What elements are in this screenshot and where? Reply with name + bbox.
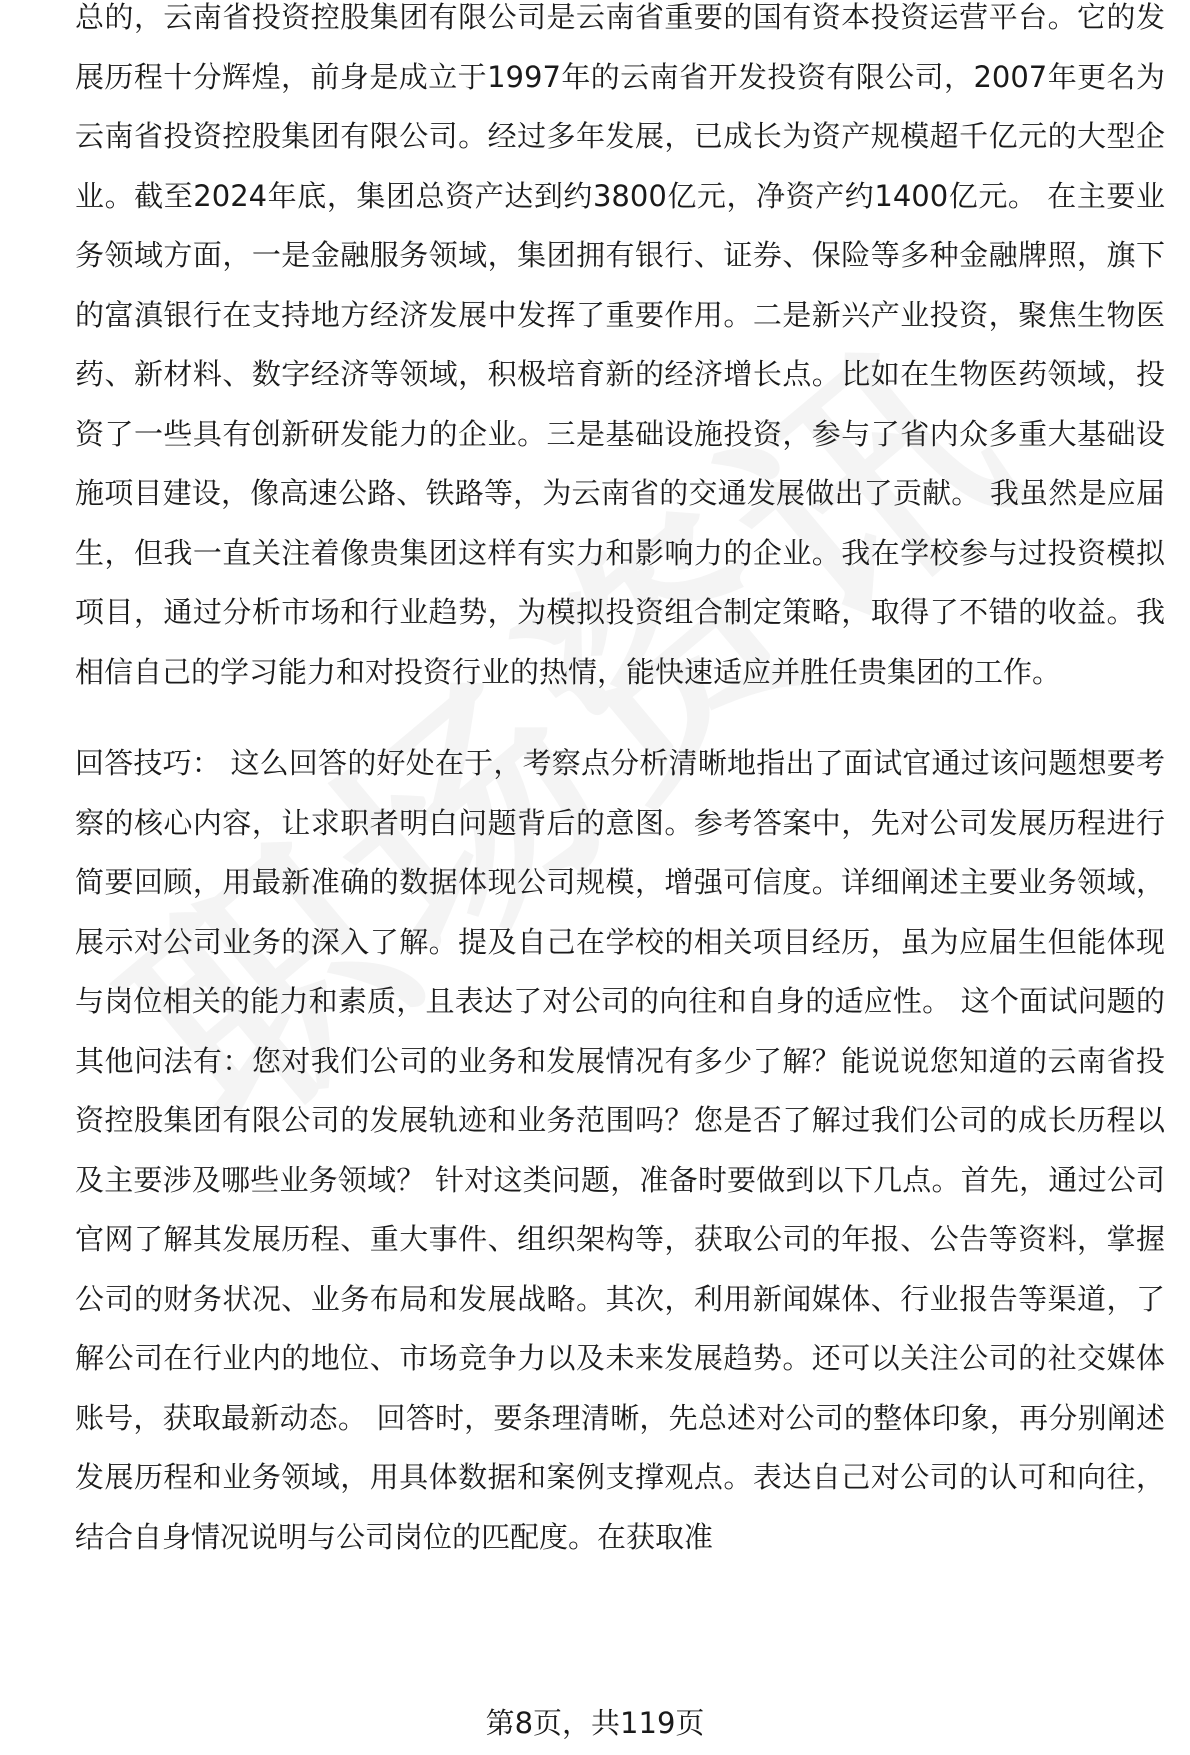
- page-number-footer: 第8页，共119页: [485, 1706, 705, 1740]
- answer-paragraph: 总的，云南省投资控股集团有限公司是云南省重要的国有资本投资运营平台。它的发展历程十分辉煌，前身是成立于1997年的云南省开发投资有限公司，2007年更名为云南省投资控股集团有限公司。经过多年发展，已成长为资产规模超千亿元的大型企业。截至2024年底，集团总资产达到约3800亿元，净资产约1400亿元。 在主要业务领域方面，一是金融服务领域，集团拥有银行、证券、保险等多种金融牌照，旗下的富滇银行在支持地方经济发展中发挥了重要作用。二是新兴产业投资，聚焦生物医药、新材料、数字经济等领域，积极培育新的经济增长点。比如在生物医药领域，投资了一些具有创新研发能力的企业。三是基础设施投资，参与了省内众多重大基础设施项目建设，像高速公路、铁路等，为云南省的交通发展做出了贡献。 我虽然是应届生，但我一直关注着像贵集团这样有实力和影响力的企业。我在学校参与过投资模拟项目，通过分析市场和行业趋势，为模拟投资组合制定策略，取得了不错的收益。我相信自己的学习能力和对投资行业的热情，能快速适应并胜任贵集团的工作。: [75, 0, 1165, 689]
- page-body: [75, 0, 1165, 1567]
- tips-paragraph: 回答技巧： 这么回答的好处在于，考察点分析清晰地指出了面试官通过该问题想要考察的核心内容，让求职者明白问题背后的意图。参考答案中，先对公司发展历程进行简要回顾，用最新准确的数据体现公司规模，增强可信度。详细阐述主要业务领域，展示对公司业务的深入了解。提及自己在学校的相关项目经历，虽为应届生但能体现与岗位相关的能力和素质，且表达了对公司的向往和自身的适应性。 这个面试问题的其他问法有：您对我们公司的业务和发展情况有多少了解？能说说您知道的云南省投资控股集团有限公司的发展轨迹和业务范围吗？您是否了解过我们公司的成长历程以及主要涉及哪些业务领域？ 针对这类问题，准备时要做到以下几点。首先，通过公司官网了解其发展历程、重大事件、组织架构等，获取公司的年报、公告等资料，掌握公司的财务状况、业务布局和发展战略。其次，利用新闻媒体、行业报告等渠道，了解公司在行业内的地位、市场竞争力以及未来发展趋势。还可以关注公司的社交媒体账号，获取最新动态。 回答时，要条理清晰，先总述对公司的整体印象，再分别阐述发展历程和业务领域，用具体数据和案例支撑观点。表达自己对公司的认可和向往，结合自身情况说明与公司岗位的匹配度。在获取准: [75, 746, 1165, 1554]
- paragraph-gap: [75, 702, 1165, 734]
